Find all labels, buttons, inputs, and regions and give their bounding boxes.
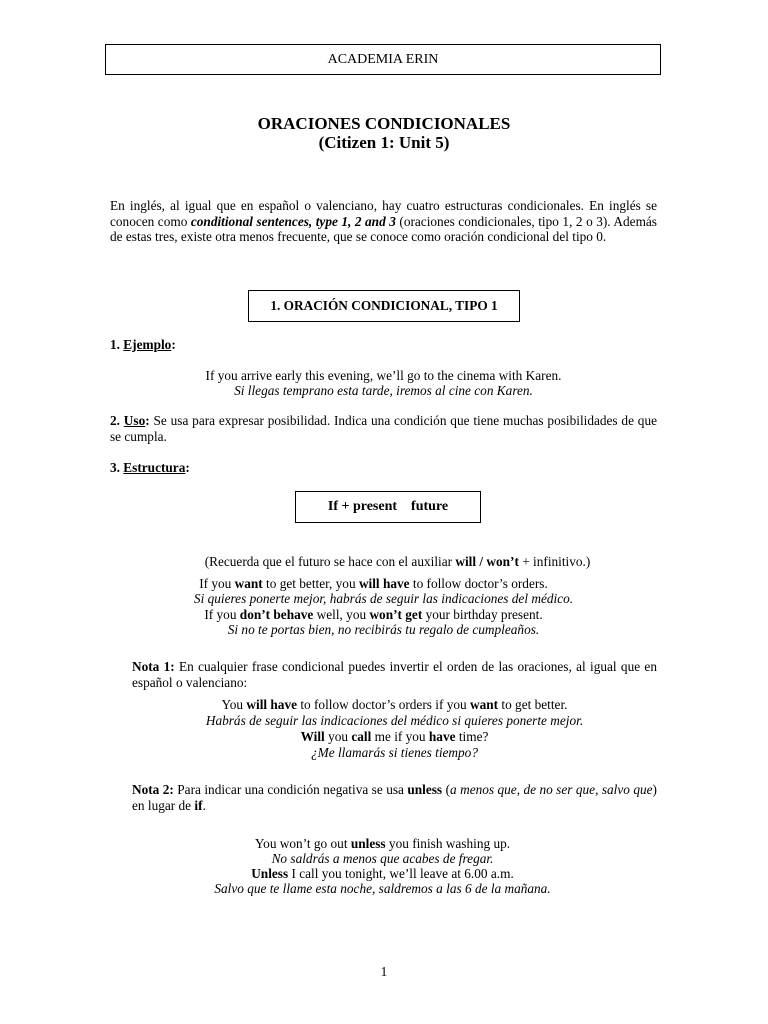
uso-paragraph: 2. Uso: Se usa para expresar posibilidad. Indica una condición que tiene muchas posibilidades de que se cumpla. [110, 413, 657, 444]
nota2-line-2: No saldrás a menos que acabes de fregar. [271, 851, 494, 866]
nota2-line-4: Salvo que te llame esta noche, saldremos a las 6 de la mañana. [214, 881, 551, 896]
document-subtitle: (Citizen 1: Unit 5) [318, 133, 450, 152]
page-number: 1 [380, 964, 388, 979]
page-header: ACADEMIA ERIN [105, 44, 661, 75]
structure-formula: If + present future [295, 491, 481, 523]
example-line-3: If you don’t behave well, you won’t get your birthday present. [204, 607, 543, 622]
intro-paragraph: En inglés, al igual que en español o valenciano, hay cuatro estructuras condicionales. En inglés se conocen como conditional sentences, type 1, 2 and 3 (oraciones condicionales, tipo 1, 2 o 3). Además de estas tres, existe otra menos frecuente, que se conoce como oración condicional del tipo 0. [110, 198, 657, 244]
estructura-heading: 3. Estructura: [110, 460, 190, 475]
nota1-line-2: Habrás de seguir las indicaciones del médico si quieres ponerte mejor. [205, 713, 584, 728]
ejemplo-heading: 1. Ejemplo: [110, 337, 176, 352]
ejemplo-english: If you arrive early this evening, we’ll go to the cinema with Karen. [205, 368, 562, 383]
example-line-1: If you want to get better, you will have to follow doctor’s orders. [199, 576, 548, 591]
section-heading-type1: 1. ORACIÓN CONDICIONAL, TIPO 1 [248, 290, 520, 322]
nota1-line-4: ¿Me llamarás si tienes tiempo? [311, 745, 478, 760]
nota2-line-1: You won’t go out unless you finish washing up. [254, 836, 511, 851]
nota1-line-3: Will you call me if you have time? [300, 729, 489, 744]
example-line-2: Si quieres ponerte mejor, habrás de seguir las indicaciones del médico. [193, 591, 574, 606]
nota2-line-3: Unless I call you tonight, we’ll leave at 6.00 a.m. [251, 866, 514, 881]
ejemplo-spanish: Si llegas temprano esta tarde, iremos al cine con Karen. [234, 383, 533, 398]
nota1-paragraph: Nota 1: En cualquier frase condicional puedes invertir el orden de las oraciones, al igual que en español o valenciano: [132, 659, 657, 690]
document-title: ORACIONES CONDICIONALES [257, 114, 511, 133]
recuerda-note: (Recuerda que el futuro se hace con el auxiliar will / won’t + infinitivo.) [204, 554, 591, 569]
nota1-line-1: You will have to follow doctor’s orders if you want to get better. [221, 697, 568, 712]
example-line-4: Si no te portas bien, no recibirás tu regalo de cumpleaños. [227, 622, 540, 637]
nota2-paragraph: Nota 2: Para indicar una condición negativa se usa unless (a menos que, de no ser que, salvo que) en lugar de if. [132, 782, 657, 813]
